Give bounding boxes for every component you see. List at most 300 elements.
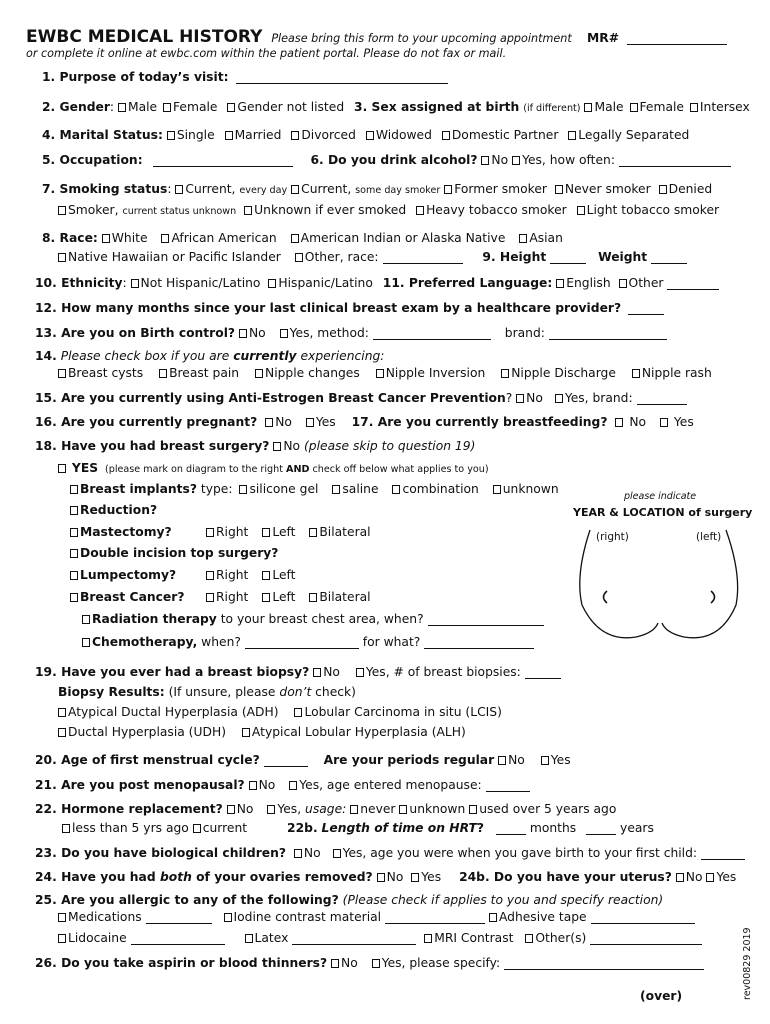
- race-asian-option[interactable]: [519, 231, 563, 245]
- lidocaine-input[interactable]: [131, 933, 225, 945]
- uterus-no-option[interactable]: [676, 870, 703, 884]
- checkbox[interactable]: [291, 234, 299, 243]
- radiation-option[interactable]: [82, 612, 217, 626]
- implant-type-label: type:: [200, 482, 233, 496]
- checkbox[interactable]: [58, 253, 66, 262]
- anti-estrogen-no-option[interactable]: [516, 391, 543, 405]
- checkbox[interactable]: [356, 668, 364, 677]
- checkbox[interactable]: [313, 668, 321, 677]
- hrt-yes-option[interactable]: [267, 802, 301, 816]
- medications-input[interactable]: [146, 912, 212, 924]
- checkbox[interactable]: [392, 485, 400, 494]
- checkbox[interactable]: [206, 528, 214, 537]
- uterus-yes-option[interactable]: [706, 870, 736, 884]
- option-label: Yes: [550, 753, 571, 767]
- option-label: No: [258, 778, 276, 792]
- checkbox[interactable]: [444, 185, 452, 194]
- checkbox[interactable]: [399, 805, 407, 814]
- option-label: Left: [272, 525, 296, 539]
- option-label: Ductal Hyperplasia (UDH): [68, 725, 226, 739]
- height-input[interactable]: [550, 252, 586, 264]
- mastectomy-sides: [206, 526, 371, 538]
- checkbox[interactable]: [350, 805, 358, 814]
- checkbox[interactable]: [416, 206, 424, 215]
- hrt-over5-option[interactable]: [469, 802, 616, 816]
- option-label: Current,: [301, 182, 352, 196]
- checkbox[interactable]: [163, 103, 171, 112]
- implant-combination-option[interactable]: [392, 482, 478, 496]
- checkbox[interactable]: [239, 329, 247, 338]
- checkbox[interactable]: [377, 873, 385, 882]
- checkbox[interactable]: [82, 638, 90, 647]
- checkbox[interactable]: [619, 279, 627, 288]
- checkbox[interactable]: [333, 849, 341, 858]
- checkbox[interactable]: [291, 185, 299, 194]
- gender-female-option[interactable]: [163, 100, 217, 114]
- allergy-adhesive-option[interactable]: [489, 910, 587, 924]
- latex-input[interactable]: [292, 933, 416, 945]
- option-label: Left: [272, 590, 296, 604]
- checkbox[interactable]: [442, 131, 450, 140]
- mastectomy-bilateral-option[interactable]: [309, 525, 370, 539]
- birth-control-method-input[interactable]: [373, 328, 491, 340]
- marital-domestic-option[interactable]: [442, 128, 559, 142]
- chemo-for-label: for what?: [362, 635, 421, 649]
- gender-male-option[interactable]: [118, 100, 157, 114]
- option-label: African American: [171, 231, 277, 245]
- language-other-option[interactable]: [619, 276, 664, 290]
- alh-option[interactable]: [242, 725, 466, 739]
- yes-note-b: AND: [286, 464, 310, 475]
- breastfeeding-no-option[interactable]: [615, 415, 646, 429]
- smoking-unknown-status-option[interactable]: [58, 203, 236, 217]
- option-label: Chemotherapy,: [92, 635, 198, 649]
- checkbox[interactable]: [481, 156, 489, 165]
- lumpectomy-left-option[interactable]: [262, 568, 295, 582]
- checkbox[interactable]: [245, 934, 253, 943]
- checkbox[interactable]: [70, 528, 78, 537]
- checkbox[interactable]: [568, 131, 576, 140]
- sex-intersex-option[interactable]: [690, 100, 750, 114]
- checkbox[interactable]: [193, 824, 201, 833]
- checkbox[interactable]: [309, 528, 317, 537]
- left-nipple: [711, 591, 715, 603]
- mastectomy-right-option[interactable]: [206, 525, 248, 539]
- option-note: some day smoker: [355, 185, 441, 196]
- months-since-exam-input[interactable]: [628, 303, 664, 315]
- biopsy-results-label: [58, 686, 356, 698]
- q14-row2: [58, 367, 712, 379]
- anti-estrogen-yes-option[interactable]: [555, 391, 633, 405]
- allergy-lidocaine-option[interactable]: [58, 931, 127, 945]
- option-label: Bilateral: [319, 590, 371, 604]
- checkbox[interactable]: [630, 103, 638, 112]
- q13-row: [35, 327, 667, 340]
- lumpectomy-right-option[interactable]: [206, 568, 248, 582]
- checkbox[interactable]: [58, 206, 66, 215]
- marital-widowed-option[interactable]: [366, 128, 432, 142]
- checkbox[interactable]: [227, 805, 235, 814]
- checkbox[interactable]: [660, 418, 668, 427]
- allergy-medications-option[interactable]: [58, 910, 142, 924]
- checkbox[interactable]: [577, 206, 585, 215]
- checkbox[interactable]: [525, 934, 533, 943]
- ethnicity-hispanic-option[interactable]: [268, 276, 372, 290]
- q24-label-c: of your ovaries removed?: [191, 870, 373, 884]
- checkbox[interactable]: [555, 185, 563, 194]
- checkbox[interactable]: [295, 253, 303, 262]
- hrt-years-input[interactable]: [586, 823, 616, 835]
- checkbox[interactable]: [118, 103, 126, 112]
- option-label: Yes: [315, 415, 336, 429]
- biopsy-count-input[interactable]: [525, 667, 561, 679]
- checkbox[interactable]: [676, 873, 684, 882]
- smoking-unknown-ever-option[interactable]: [244, 203, 406, 217]
- allergy-other-option[interactable]: [525, 931, 586, 945]
- symptom-discharge-option[interactable]: [501, 366, 616, 380]
- alcohol-no-option[interactable]: [481, 153, 508, 167]
- biopsy-no-option[interactable]: [313, 665, 340, 679]
- checkbox[interactable]: [70, 549, 78, 558]
- checkbox[interactable]: [489, 913, 497, 922]
- checkbox[interactable]: [632, 369, 640, 378]
- hrt-months-input[interactable]: [496, 823, 526, 835]
- q16-q17-row: [35, 416, 694, 428]
- q1-row: [42, 71, 448, 84]
- checkbox[interactable]: [519, 234, 527, 243]
- checkbox[interactable]: [58, 728, 66, 737]
- yes-note-c: check off below what applies to you): [309, 464, 489, 475]
- checkbox[interactable]: [331, 959, 339, 968]
- checkbox[interactable]: [541, 756, 549, 765]
- checkbox[interactable]: [309, 593, 317, 602]
- option-label: Asian: [529, 231, 563, 245]
- language-other-input[interactable]: [667, 278, 719, 290]
- checkbox[interactable]: [555, 394, 563, 403]
- checkbox[interactable]: [227, 103, 235, 112]
- marital-single-option[interactable]: [167, 128, 215, 142]
- thinners-yes-option[interactable]: [372, 956, 500, 970]
- race-african-american-option[interactable]: [161, 231, 276, 245]
- purpose-input[interactable]: [236, 72, 448, 84]
- cancer-bilateral-option[interactable]: [309, 590, 370, 604]
- hrt-never-option[interactable]: [350, 802, 395, 816]
- race-white-option[interactable]: [102, 231, 148, 245]
- ovaries-no-option[interactable]: [377, 870, 404, 884]
- hrt-unknown-option[interactable]: [399, 802, 465, 816]
- birth-control-no-option[interactable]: [239, 326, 266, 340]
- q2-q3-row: 2. Gender: Male Female Gender not listed 3. Sex assigned at birth (if different) Male Female Intersex: [42, 100, 750, 114]
- q1-label: 1. Purpose of today’s visit:: [42, 70, 229, 84]
- checkbox[interactable]: [265, 418, 273, 427]
- q19-label: 19. Have you ever had a breast biopsy?: [35, 665, 310, 679]
- checkbox[interactable]: [493, 485, 501, 494]
- surgery-yes-row: [58, 462, 489, 475]
- breast-cancer-sides: [206, 591, 371, 603]
- chemo-when-label: when?: [201, 635, 241, 649]
- option-label: Mastectomy?: [80, 525, 172, 539]
- race-native-hawaiian-option[interactable]: [58, 250, 281, 264]
- checkbox[interactable]: [102, 234, 110, 243]
- implants-option[interactable]: [70, 482, 197, 496]
- q7-row1: 7. Smoking status: Current, every day Current, some day smoker Former smoker Never smoker Denied: [42, 182, 713, 196]
- option-label: Female: [639, 100, 684, 114]
- checkbox[interactable]: [372, 959, 380, 968]
- checkbox[interactable]: [273, 442, 281, 451]
- checkbox[interactable]: [62, 824, 70, 833]
- checkbox[interactable]: [224, 913, 232, 922]
- breast-diagram[interactable]: [570, 525, 750, 645]
- checkbox[interactable]: [225, 131, 233, 140]
- pregnant-no-option[interactable]: [265, 415, 292, 429]
- q22-row2: [62, 822, 654, 835]
- q12-label: 12. How many months since your last clinical breast exam by a healthcare provider?: [35, 301, 622, 315]
- birth-control-yes-option[interactable]: [280, 326, 369, 340]
- checkbox[interactable]: [469, 805, 477, 814]
- mastectomy-left-option[interactable]: [262, 525, 295, 539]
- hrt-less5-option[interactable]: [62, 821, 189, 835]
- checkbox[interactable]: [516, 394, 524, 403]
- option-label: Right: [216, 590, 249, 604]
- q22-label: 22. Hormone replacement?: [35, 802, 223, 816]
- mastectomy-option[interactable]: [70, 526, 172, 538]
- anti-estrogen-brand-input[interactable]: [637, 393, 687, 405]
- pregnant-yes-option[interactable]: [306, 415, 336, 429]
- option-label: Yes, # of breast biopsies:: [365, 665, 521, 679]
- race-other-option[interactable]: [295, 250, 379, 264]
- q21-row: [35, 779, 530, 792]
- checkbox[interactable]: [58, 934, 66, 943]
- checkbox[interactable]: [58, 913, 66, 922]
- checkbox[interactable]: [70, 571, 78, 580]
- checkbox[interactable]: [175, 185, 183, 194]
- weight-input[interactable]: [651, 252, 687, 264]
- smoking-light-option[interactable]: [577, 203, 719, 217]
- marital-married-option[interactable]: [225, 128, 282, 142]
- checkbox[interactable]: [262, 593, 270, 602]
- race-other-input[interactable]: [383, 252, 463, 264]
- alcohol-yes-option[interactable]: [512, 153, 615, 167]
- smoking-never-option[interactable]: [555, 182, 651, 196]
- udh-option[interactable]: [58, 725, 226, 739]
- periods-yes-option[interactable]: [541, 753, 571, 767]
- implant-unknown-option[interactable]: [493, 482, 559, 496]
- checkbox[interactable]: [131, 279, 139, 288]
- option-label: Other(s): [535, 931, 587, 945]
- option-label: Male: [594, 100, 624, 114]
- symptom-cysts-option[interactable]: [58, 366, 143, 380]
- option-label: Native Hawaiian or Pacific Islander: [68, 250, 281, 264]
- option-label: Radiation therapy: [92, 612, 217, 626]
- checkbox[interactable]: [206, 571, 214, 580]
- surgery-no-option[interactable]: [273, 439, 300, 453]
- checkbox[interactable]: [82, 615, 90, 624]
- option-label: Hispanic/Latino: [278, 276, 373, 290]
- symptom-nipple-changes-option[interactable]: [255, 366, 360, 380]
- q13-label: 13. Are you on Birth control?: [35, 326, 236, 340]
- menopause-yes-option[interactable]: [289, 778, 481, 792]
- checkbox[interactable]: [249, 781, 257, 790]
- sex-male-option[interactable]: [584, 100, 623, 114]
- thinners-no-option[interactable]: [331, 956, 358, 970]
- ovaries-yes-option[interactable]: [411, 870, 441, 884]
- checkbox[interactable]: [294, 849, 302, 858]
- marital-divorced-option[interactable]: [291, 128, 356, 142]
- checkbox[interactable]: [512, 156, 520, 165]
- symptom-pain-option[interactable]: [159, 366, 239, 380]
- option-label: Widowed: [375, 128, 432, 142]
- checkbox[interactable]: [556, 279, 564, 288]
- gender-not-listed-option[interactable]: [227, 100, 344, 114]
- results-d: check): [311, 685, 356, 699]
- checkbox[interactable]: [58, 708, 66, 717]
- option-label: Nipple Inversion: [385, 366, 486, 380]
- checkbox[interactable]: [424, 934, 432, 943]
- chemo-when-input[interactable]: [245, 637, 359, 649]
- cancer-left-option[interactable]: [262, 590, 295, 604]
- option-label: Other: [628, 276, 664, 290]
- checkbox[interactable]: [366, 131, 374, 140]
- q6-label: 6. Do you drink alcohol?: [310, 153, 478, 167]
- q12-row: [35, 302, 664, 315]
- checkbox[interactable]: [262, 528, 270, 537]
- menopause-no-option[interactable]: [249, 778, 276, 792]
- checkbox[interactable]: [659, 185, 667, 194]
- option-label: Nipple Discharge: [511, 366, 616, 380]
- checkbox[interactable]: [255, 369, 263, 378]
- symptom-inversion-option[interactable]: [376, 366, 486, 380]
- q25-row1: [35, 894, 663, 906]
- radiation-when-input[interactable]: [428, 614, 544, 626]
- allergy-iodine-option[interactable]: [224, 910, 382, 924]
- checkbox[interactable]: [161, 234, 169, 243]
- skip-note: (please skip to question 19): [303, 439, 476, 453]
- hrt-current-option[interactable]: [193, 821, 247, 835]
- first-menstrual-age-input[interactable]: [264, 755, 308, 767]
- hrt-no-option[interactable]: [227, 802, 254, 816]
- allergy-latex-option[interactable]: [245, 931, 289, 945]
- checkbox[interactable]: [242, 728, 250, 737]
- checkbox[interactable]: [70, 593, 78, 602]
- cancer-right-option[interactable]: [206, 590, 248, 604]
- double-incision-option[interactable]: [70, 547, 278, 559]
- race-american-indian-option[interactable]: [291, 231, 506, 245]
- checkbox[interactable]: [291, 131, 299, 140]
- surgery-yes-option[interactable]: [58, 461, 98, 475]
- children-no-option[interactable]: [294, 846, 321, 860]
- lumpectomy-option[interactable]: [70, 569, 176, 581]
- option-label: Double incision top surgery?: [80, 546, 279, 560]
- checkbox[interactable]: [58, 464, 66, 473]
- checkbox[interactable]: [262, 571, 270, 580]
- periods-regular-label: Are your periods regular: [323, 753, 495, 767]
- breastfeeding-yes-option[interactable]: [660, 415, 694, 429]
- checkbox[interactable]: [206, 593, 214, 602]
- smoking-denied-option[interactable]: [659, 182, 713, 196]
- checkbox[interactable]: [244, 206, 252, 215]
- checkbox[interactable]: [70, 485, 78, 494]
- chemo-for-input[interactable]: [424, 637, 534, 649]
- option-label: Legally Separated: [578, 128, 690, 142]
- lcis-option[interactable]: [294, 705, 501, 719]
- checkbox[interactable]: [376, 369, 384, 378]
- adh-option[interactable]: [58, 705, 279, 719]
- right-breast-outline: [580, 530, 658, 638]
- checkbox[interactable]: [268, 279, 276, 288]
- q25-row2: [58, 911, 695, 924]
- smoking-former-option[interactable]: [444, 182, 547, 196]
- smoking-current-some-option[interactable]: [291, 182, 440, 196]
- checkbox[interactable]: [70, 506, 78, 515]
- checkbox[interactable]: [306, 418, 314, 427]
- allergy-other-input[interactable]: [590, 933, 702, 945]
- option-label: No: [491, 153, 509, 167]
- q24-label-b: both: [159, 870, 192, 884]
- checkbox[interactable]: [294, 708, 302, 717]
- smoking-current-every-option[interactable]: [175, 182, 287, 196]
- marital-separated-option[interactable]: [568, 128, 689, 142]
- mr-label: MR#: [587, 31, 620, 45]
- checkbox[interactable]: [411, 873, 419, 882]
- checkbox[interactable]: [289, 781, 297, 790]
- iodine-input[interactable]: [385, 912, 485, 924]
- alcohol-frequency-input[interactable]: [619, 155, 731, 167]
- birth-control-brand-input[interactable]: [549, 328, 667, 340]
- children-yes-option[interactable]: [333, 846, 697, 860]
- checkbox[interactable]: [280, 329, 288, 338]
- revision-code: rev00829 2019: [742, 927, 753, 1000]
- mr-input[interactable]: [627, 33, 727, 45]
- thinners-specify-input[interactable]: [504, 958, 704, 970]
- checkbox[interactable]: [58, 369, 66, 378]
- checkbox[interactable]: [332, 485, 340, 494]
- symptom-rash-option[interactable]: [632, 366, 712, 380]
- chemo-option[interactable]: [82, 635, 197, 649]
- checkbox[interactable]: [706, 873, 714, 882]
- option-label: Adhesive tape: [498, 910, 587, 924]
- reduction-option[interactable]: [70, 504, 157, 516]
- q20-label: 20. Age of first menstrual cycle?: [35, 753, 260, 767]
- checkbox[interactable]: [239, 485, 247, 494]
- option-label: Yes, how often:: [522, 153, 615, 167]
- checkbox[interactable]: [159, 369, 167, 378]
- ethnicity-not-hispanic-option[interactable]: [131, 276, 261, 290]
- periods-no-option[interactable]: [498, 753, 525, 767]
- adhesive-input[interactable]: [591, 912, 695, 924]
- checkbox[interactable]: [498, 756, 506, 765]
- implant-silicone-option[interactable]: [239, 482, 318, 496]
- implant-saline-option[interactable]: [332, 482, 378, 496]
- checkbox[interactable]: [584, 103, 592, 112]
- q2-label: 2. Gender: [42, 100, 110, 114]
- sex-female-option[interactable]: [630, 100, 684, 114]
- q24-row: [35, 871, 736, 883]
- breast-cancer-option[interactable]: [70, 591, 184, 603]
- occupation-input[interactable]: [153, 155, 293, 167]
- language-english-option[interactable]: [556, 276, 610, 290]
- checkbox[interactable]: [267, 805, 275, 814]
- checkbox[interactable]: [615, 418, 623, 427]
- allergy-mri-option[interactable]: [424, 931, 513, 945]
- option-label: MRI Contrast: [434, 931, 514, 945]
- checkbox[interactable]: [501, 369, 509, 378]
- smoking-heavy-option[interactable]: [416, 203, 567, 217]
- checkbox[interactable]: [167, 131, 175, 140]
- biopsy-yes-option[interactable]: [356, 665, 521, 679]
- menopause-age-input[interactable]: [486, 780, 530, 792]
- checkbox[interactable]: [690, 103, 698, 112]
- first-birth-age-input[interactable]: [701, 848, 745, 860]
